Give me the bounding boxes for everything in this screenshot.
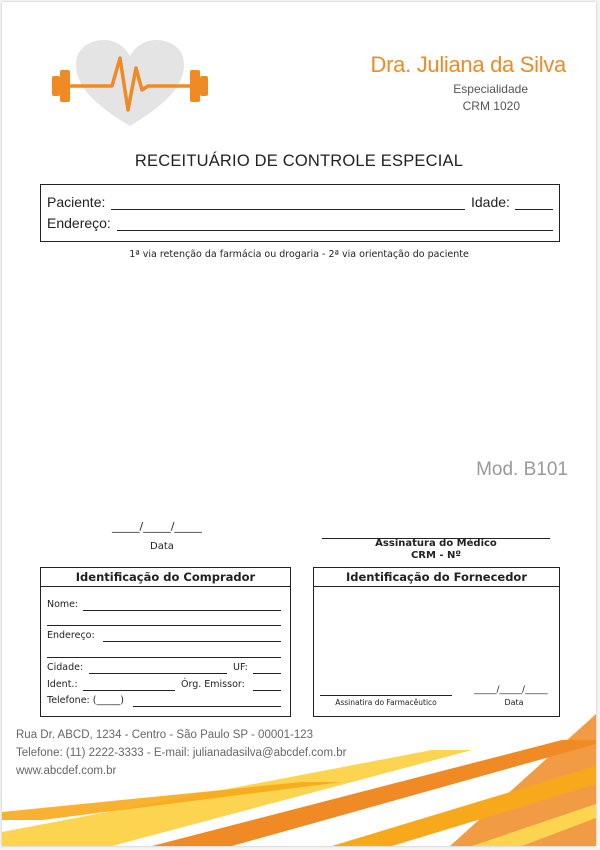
supplier-title: Identificação do Fornecedor xyxy=(314,568,559,587)
buyer-name-label: Nome: xyxy=(47,599,79,610)
supplier-date-label: Data xyxy=(504,698,524,707)
heart-dumbbell-icon xyxy=(50,38,210,128)
vias-note: 1ª via retenção da farmácia ou drogaria - 2ª via orientação do paciente xyxy=(129,249,469,260)
signature-label-line1: Assinatura do Médico xyxy=(375,538,497,549)
buyer-address-label: Endereço: xyxy=(47,630,95,641)
buyer-issuer-label: Órg. Emissor: xyxy=(181,679,245,690)
patient-box xyxy=(40,184,560,242)
buyer-uf-field[interactable] xyxy=(253,673,281,674)
address-field[interactable] xyxy=(117,230,553,231)
buyer-address-field[interactable] xyxy=(103,641,281,642)
signature-label-line2: CRM - Nº xyxy=(410,550,462,561)
buyer-issuer-field[interactable] xyxy=(253,690,281,691)
date-field[interactable]: _____/_____/_____ xyxy=(112,520,202,533)
buyer-uf-label: UF: xyxy=(233,662,248,673)
buyer-city-field[interactable] xyxy=(89,673,227,674)
buyer-ident-label: Ident.: xyxy=(47,679,78,690)
pharmacist-signature-label: Assinatira do Farmacêutico xyxy=(335,698,437,707)
buyer-ident-field[interactable] xyxy=(83,690,175,691)
doctor-specialty: Especialidade xyxy=(453,82,528,96)
buyer-name-field[interactable] xyxy=(83,610,281,611)
buyer-name-field-2[interactable] xyxy=(47,625,281,626)
patient-label: Paciente: xyxy=(47,194,106,210)
footer-address: Rua Dr. ABCD, 1234 - Centro - São Paulo SP - 00001-123 xyxy=(16,729,314,741)
page-title: RECEITUÁRIO DE CONTROLE ESPECIAL xyxy=(134,152,464,170)
buyer-title: Identificação do Comprador xyxy=(41,568,290,587)
footer-contact: Telefone: (11) 2222-3333 - E-mail: julianadasilva@abcdef.com.br xyxy=(16,747,347,759)
buyer-city-label: Cidade: xyxy=(47,662,84,673)
patient-name-field[interactable] xyxy=(111,209,465,210)
footer-website[interactable]: www.abcdef.com.br xyxy=(16,765,117,777)
supplier-date-field[interactable]: _____/_____/_____ xyxy=(474,685,548,695)
buyer-phone-label: Telefone: (_____) xyxy=(47,695,124,706)
age-label: Idade: xyxy=(471,194,510,210)
doctor-name: Dra. Juliana da Silva xyxy=(370,52,566,77)
address-label: Endereço: xyxy=(47,215,111,231)
signature-label xyxy=(322,538,550,562)
doctor-crm: CRM 1020 xyxy=(462,99,520,113)
age-field[interactable] xyxy=(515,209,553,210)
prescription-sheet xyxy=(2,2,596,846)
model-number: Mod. B101 xyxy=(476,459,568,480)
buyer-address-field-2[interactable] xyxy=(47,657,281,658)
date-label: Data xyxy=(150,541,174,552)
